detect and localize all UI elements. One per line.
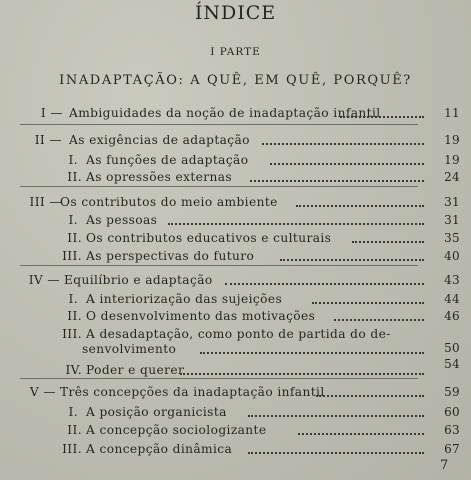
toc-entry-page: 54 <box>444 357 460 371</box>
toc-entry-number: I. <box>68 405 78 419</box>
toc-entry-number: II. <box>67 423 82 437</box>
toc-entry-title: A interiorização das sujeições <box>86 292 283 306</box>
dot-leader <box>168 223 424 225</box>
toc-entry-page: 59 <box>444 385 460 399</box>
toc-entry <box>0 383 471 405</box>
toc-entry-page: 11 <box>444 106 460 120</box>
toc-entry-number: II. <box>67 309 82 323</box>
toc-entry-number: IV. <box>65 363 82 377</box>
dot-leader <box>296 205 424 207</box>
toc-entry-title: A desadaptação, como ponto de partida do de- <box>86 327 391 341</box>
toc-entry <box>0 131 471 153</box>
toc-entry-page: 50 <box>444 341 460 355</box>
toc-entry-title: Os contributos educativos e culturais <box>86 231 332 245</box>
toc-entry-number: II — <box>34 133 62 147</box>
toc-entry-title: Os contributos do meio ambiente <box>60 195 278 209</box>
toc-entry-number: III. <box>62 442 82 456</box>
toc-entry-title: As exigências de adaptação <box>69 133 250 147</box>
toc-entry-number: II. <box>67 170 82 184</box>
part-subtitle: INADAPTAÇÃO: A QUÊ, EM QUÊ, PORQUÊ? <box>59 73 412 88</box>
toc-entry-title: A concepção sociologizante <box>86 423 267 437</box>
dot-leader <box>280 259 424 261</box>
toc-entry-page: 46 <box>444 309 460 323</box>
toc-entry-number: III — <box>29 195 62 209</box>
dot-leader <box>316 395 424 397</box>
toc-entry-page: 67 <box>444 442 460 456</box>
page-number: 7 <box>440 458 449 473</box>
dot-leader <box>270 163 424 165</box>
section-divider <box>20 378 418 379</box>
toc-entry <box>0 357 471 383</box>
toc-entry-number: III. <box>62 327 82 341</box>
toc-entry-title: As funções de adaptação <box>86 153 249 167</box>
toc-entry <box>0 440 471 462</box>
toc-entry-number: I — <box>40 106 63 120</box>
toc-entry-page: 31 <box>444 213 460 227</box>
toc-entry-title: As perspectivas do futuro <box>86 249 255 263</box>
dot-leader <box>248 452 424 454</box>
toc-entry <box>0 104 471 126</box>
toc-entry-title: Ambiguidades da noção de inadaptação infantil <box>69 106 381 120</box>
toc-entry-number: V — <box>29 385 56 399</box>
dot-leader <box>312 302 424 304</box>
toc-entry-number: I. <box>68 153 78 167</box>
toc-entry-title: Poder e querer <box>86 363 185 377</box>
toc-entry-page: 24 <box>444 170 460 184</box>
toc-entry-title: O desenvolvimento das motivações <box>86 309 316 323</box>
dot-leader <box>200 352 424 354</box>
part-label: I PARTE <box>210 46 261 58</box>
section-divider <box>20 265 418 266</box>
dot-leader <box>248 415 424 417</box>
section-divider <box>20 186 418 187</box>
toc-entry-page: 44 <box>444 292 460 306</box>
dot-leader <box>225 283 424 285</box>
toc-entry <box>0 325 471 356</box>
toc-entry-page: 60 <box>444 405 460 419</box>
dot-leader <box>298 433 424 435</box>
dot-leader <box>250 180 424 182</box>
dot-leader <box>180 373 424 375</box>
toc-entry-title: Equilíbrio e adaptação <box>64 273 213 287</box>
toc-entry-title: As pessoas <box>86 213 158 227</box>
index-title: ÍNDICE <box>194 2 277 24</box>
toc-entry-number: I. <box>68 292 78 306</box>
toc-entry-number: IV — <box>28 273 60 287</box>
toc-entry-title: A concepção dinâmica <box>86 442 233 456</box>
toc-entry-number: II. <box>67 231 82 245</box>
toc-entry-number: I. <box>68 213 78 227</box>
toc-entry-title: Três concepções da inadaptação infantil <box>60 385 325 399</box>
toc-entry-page: 43 <box>444 273 460 287</box>
toc-entry-page: 63 <box>444 423 460 437</box>
section-divider <box>20 124 418 125</box>
dot-leader <box>352 241 424 243</box>
toc-entry-title: A posição organicista <box>86 405 227 419</box>
toc-entry-page: 31 <box>444 195 460 209</box>
toc-entry-page: 19 <box>444 133 460 147</box>
toc-entry-page: 40 <box>444 249 460 263</box>
toc-entry-number: III. <box>62 249 82 263</box>
toc-entry-page: 35 <box>444 231 460 245</box>
dot-leader <box>262 143 424 145</box>
toc-entry-title-continuation: senvolvimento <box>82 342 177 356</box>
dot-leader <box>334 319 424 321</box>
dot-leader <box>340 116 424 118</box>
toc-entry-title: As opressões externas <box>86 170 233 184</box>
toc-entry-page: 19 <box>444 153 460 167</box>
